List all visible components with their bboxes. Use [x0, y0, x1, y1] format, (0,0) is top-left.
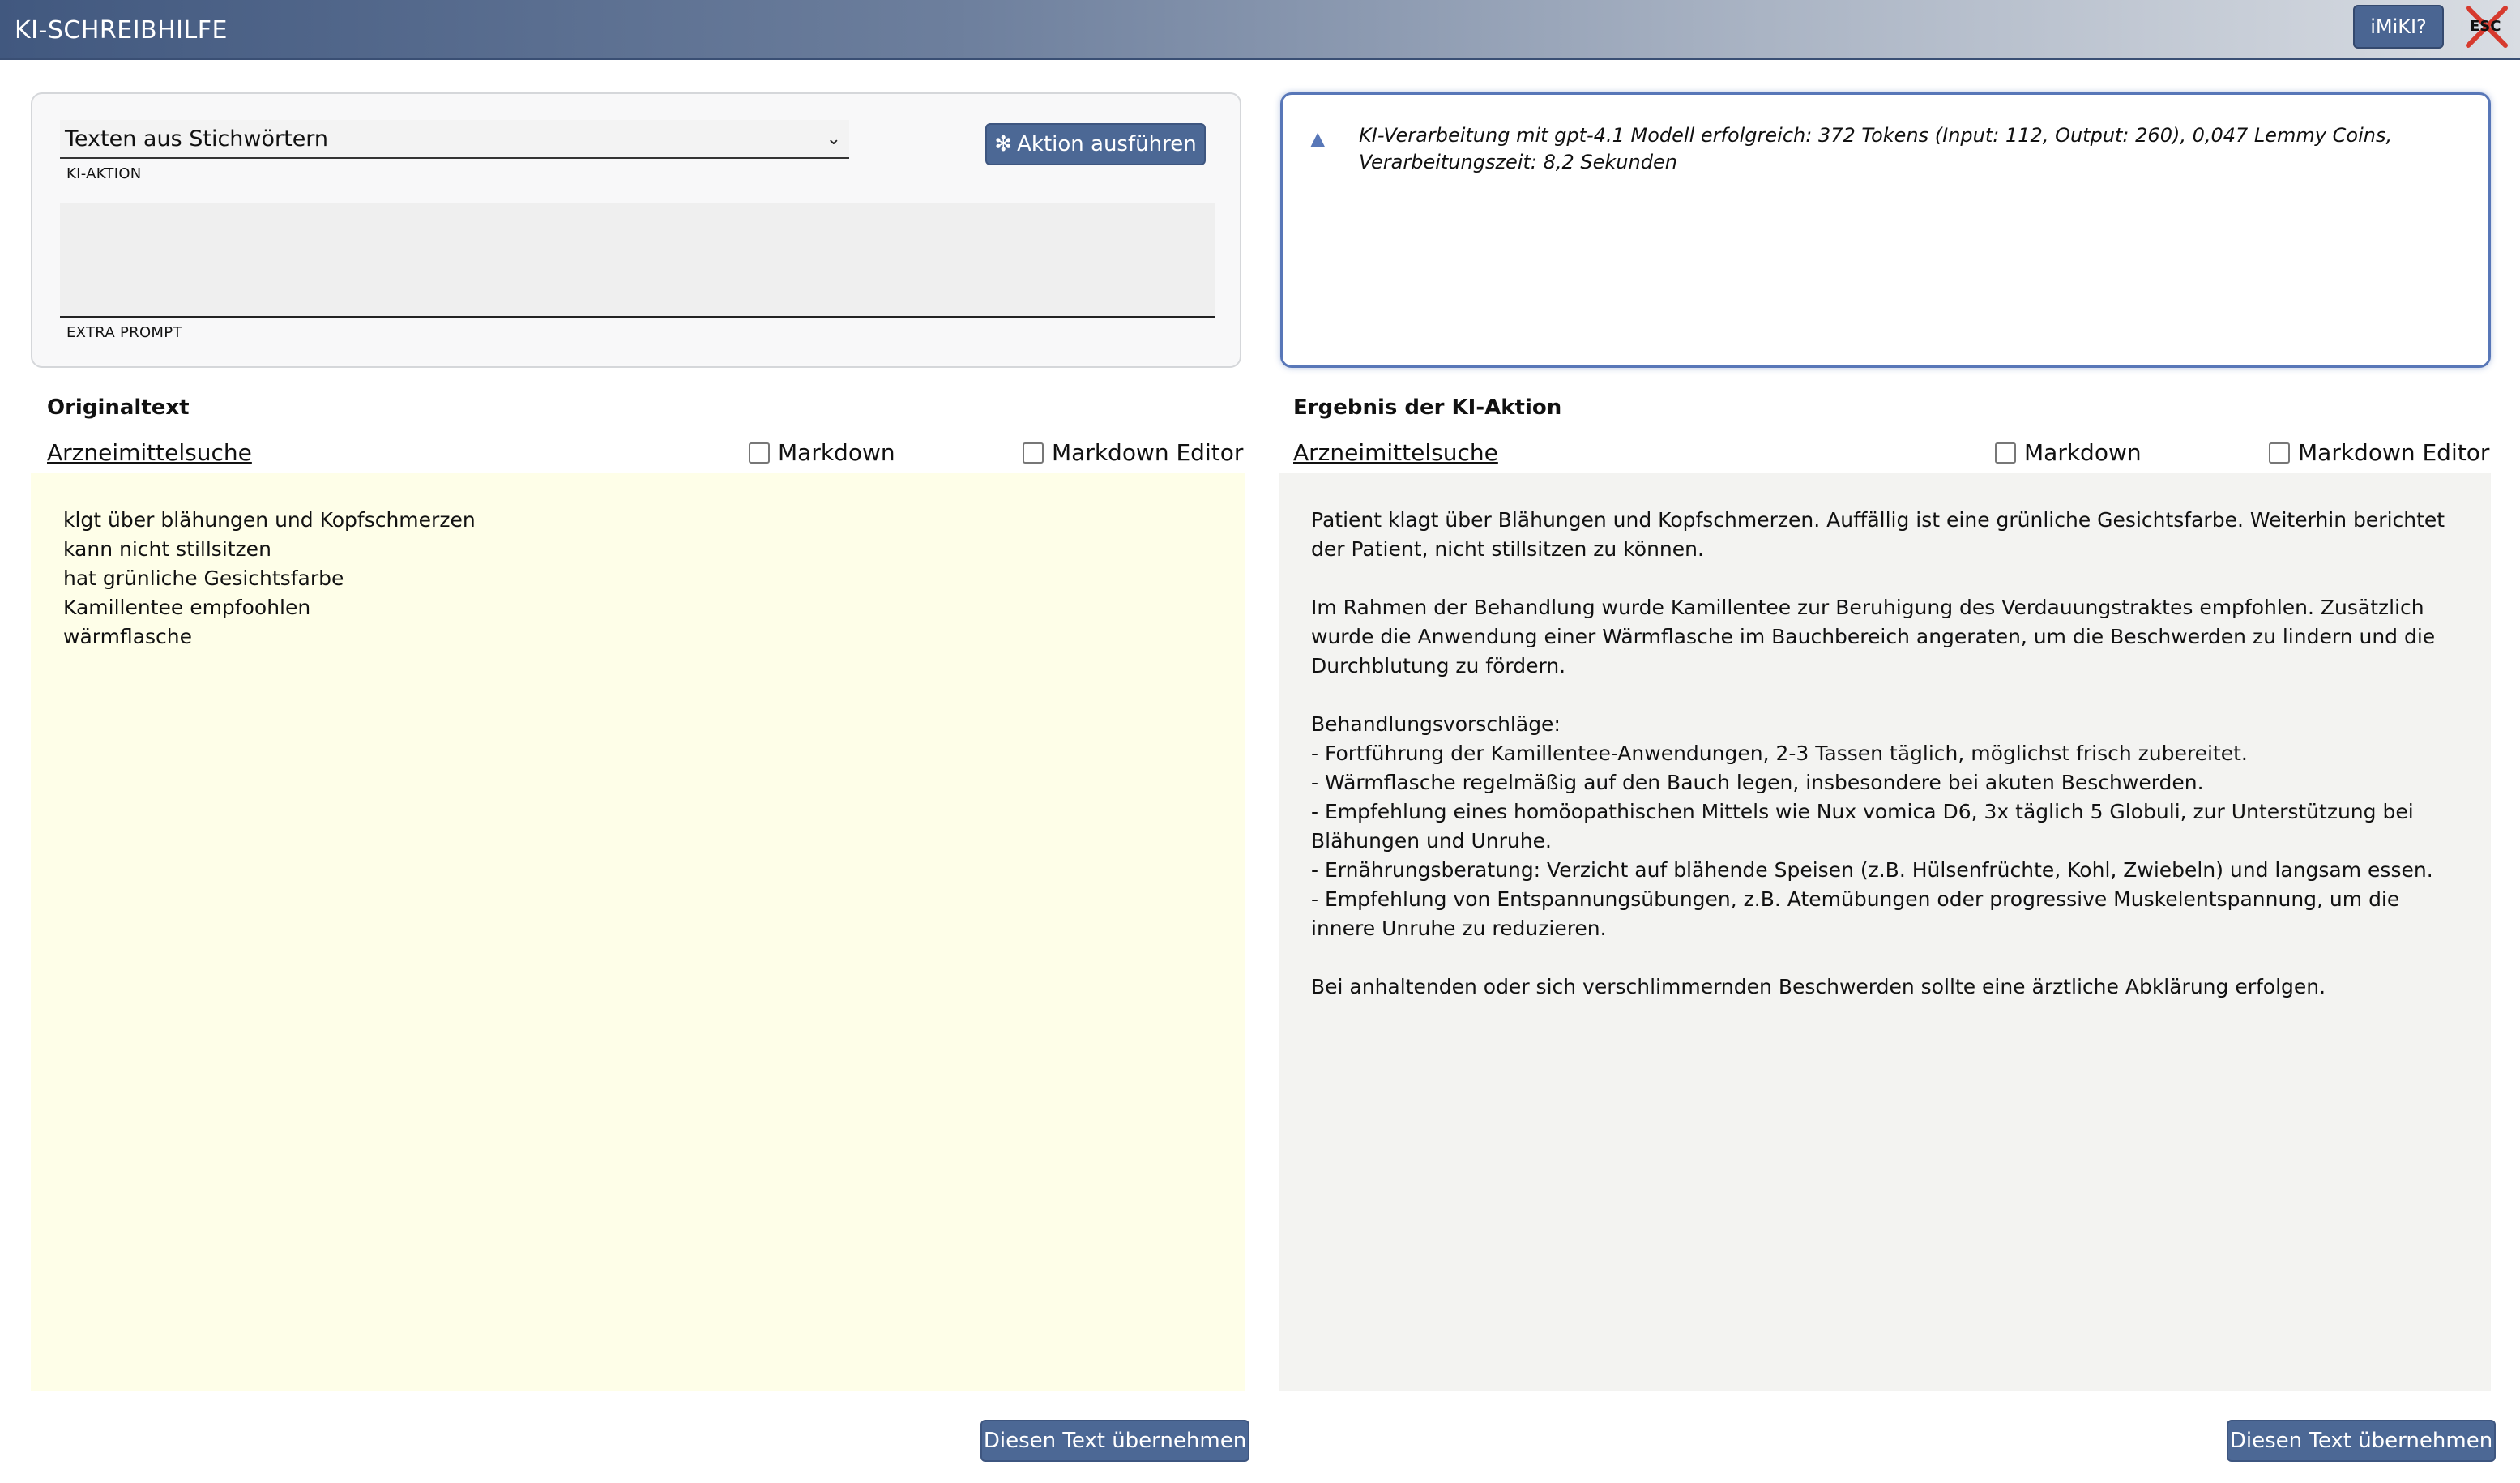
original-markdown-checkbox[interactable] — [749, 439, 895, 466]
action-settings-card — [31, 92, 1241, 368]
result-arzneimittelsuche-link[interactable]: Arzneimittelsuche — [1293, 439, 1498, 466]
result-markdown-editor-label: Markdown Editor — [2298, 439, 2490, 466]
result-section-title: Ergebnis der KI-Aktion — [1293, 395, 1562, 420]
take-original-text-button[interactable]: Diesen Text übernehmen — [980, 1420, 1249, 1462]
result-text-area[interactable]: Patient klagt über Blähungen und Kopfschmerzen. Auffällig ist eine grünliche Gesichtsfarbe. Weiterhin berichtet der Patient, nicht stillsitzen zu können. Im Rahmen der Behandlung wurde Kamillentee zur Beruhigung des Verdauungstraktes empfohlen. Zusätzlich wurde die Anwendung einer Wärmflasche im Bauchbereich angeraten, um die Beschwerden zu lindern und die Durchblutung zu fördern. Behandlungsvorschläge: - Fortführung der Kamillentee-Anwendungen, 2-3 Tassen täglich, möglichst frisch zubereitet. - Wärmflasche regelmäßig auf den Bauch legen, insbesondere bei akuten Beschwerden. - Empfehlung eines homöopathischen Mittels wie Nux vomica D6, 3x täglich 5 Globuli, zur Unterstützung bei Blähungen und Unruhe. - Ernährungsberatung: Verzicht auf blähende Speisen (z.B. Hülsenfrüchte, Kohl, Zwiebeln) und langsam essen. - Empfehlung von Entspannungsübungen, z.B. Atemübungen oder progressive Muskelentspannung, um die innere Unruhe zu reduzieren. Bei anhaltenden oder sich verschlimmernden Beschwerden sollte eine ärztliche Abklärung erfolgen. — [1279, 473, 2491, 1391]
take-result-text-button[interactable]: Diesen Text übernehmen — [2227, 1420, 2496, 1462]
imiki-help-button[interactable]: iMiKI? — [2353, 5, 2444, 49]
result-markdown-label: Markdown — [2024, 439, 2142, 466]
run-action-label: Aktion ausführen — [1017, 132, 1197, 156]
original-markdown-label: Markdown — [778, 439, 895, 466]
checkbox-icon — [1995, 442, 2016, 464]
ki-action-select[interactable] — [60, 120, 849, 159]
extra-prompt-input[interactable] — [60, 203, 1215, 318]
ki-action-select-value: Texten aus Stichwörtern — [65, 126, 329, 152]
original-markdown-editor-checkbox[interactable] — [1023, 439, 1243, 466]
result-markdown-checkbox[interactable] — [1995, 439, 2142, 466]
checkbox-icon — [2269, 442, 2290, 464]
window-title: KI-SCHREIBHILFE — [15, 16, 228, 45]
processing-info-card — [1280, 92, 2491, 368]
run-action-button[interactable] — [985, 123, 1206, 165]
warning-triangle-icon: ▲ — [1310, 127, 1326, 150]
checkbox-icon — [1023, 442, 1044, 464]
ki-action-label: KI-AKTION — [66, 165, 142, 182]
original-markdown-editor-label: Markdown Editor — [1052, 439, 1244, 466]
original-text-area[interactable]: klgt über blähungen und Kopfschmerzen kann nicht stillsitzen hat grünliche Gesichtsfarbe Kamillentee empfoohlen wärmflasche — [31, 473, 1245, 1391]
chevron-down-icon: ⌄ — [826, 129, 841, 149]
result-markdown-editor-checkbox[interactable] — [2269, 439, 2489, 466]
original-arzneimittelsuche-link[interactable]: Arzneimittelsuche — [47, 439, 252, 466]
esc-label: ESC — [2470, 18, 2501, 35]
extra-prompt-label: EXTRA PROMPT — [66, 324, 182, 341]
original-section-title: Originaltext — [47, 395, 190, 420]
sparkle-icon: ❇ — [994, 132, 1013, 156]
checkbox-icon — [749, 442, 770, 464]
processing-info-message: KI-Verarbeitung mit gpt-4.1 Modell erfolgreich: 372 Tokens (Input: 112, Output: 260), 0,047 Lemmy Coins, Verarbeitungszeit: 8,2 Sekunden — [1359, 124, 2393, 173]
title-bar — [0, 0, 2520, 60]
close-button[interactable] — [2463, 3, 2510, 50]
